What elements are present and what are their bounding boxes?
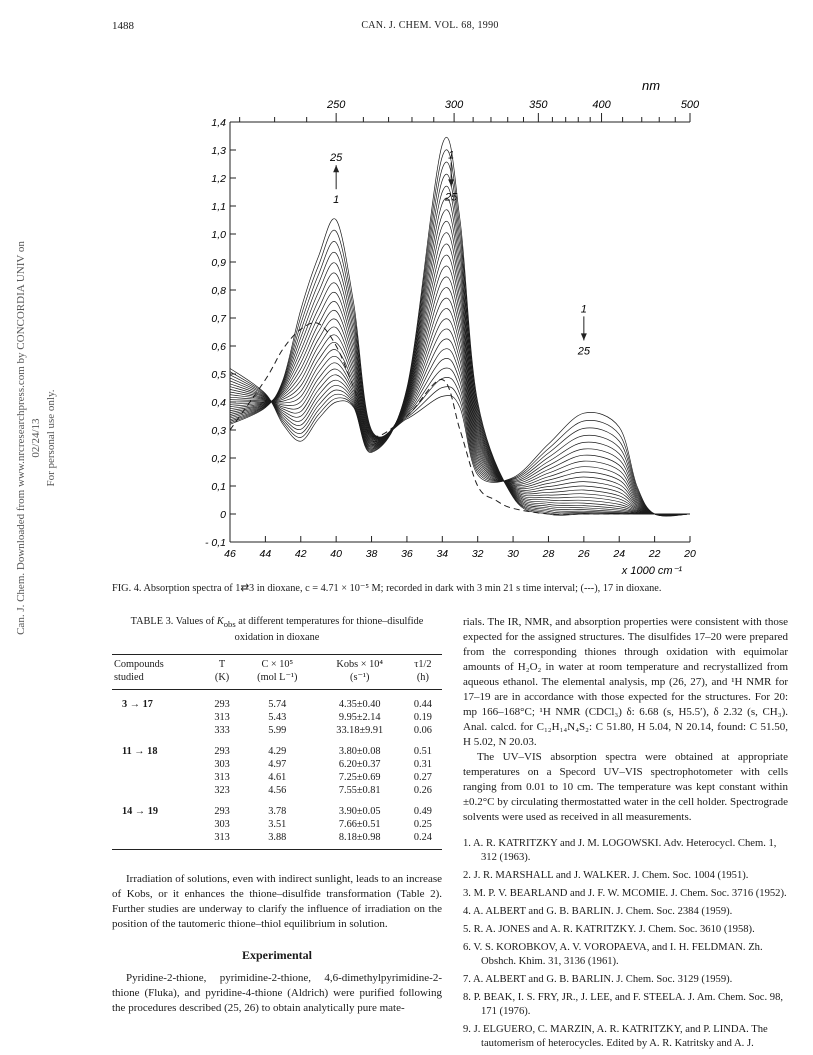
- table-row: [112, 737, 442, 758]
- y-tick-label: 1,1: [211, 201, 226, 213]
- x-tick-label: 32: [471, 548, 484, 560]
- table-row: [112, 831, 442, 850]
- x-tick-label: 20: [684, 548, 696, 560]
- annotation-top-label: 25: [330, 152, 343, 165]
- table-cell: 303: [214, 759, 230, 771]
- compound-cell: [112, 758, 205, 771]
- top-axis-unit: nm: [642, 78, 661, 93]
- y-tick-label: 1,4: [211, 117, 226, 129]
- top-tick-label: 400: [592, 99, 611, 111]
- x-tick-label: 40: [330, 548, 342, 560]
- y-tick-label: - 0,1: [204, 537, 226, 549]
- y-tick-label: 0,3: [211, 425, 226, 437]
- table-cell: 3.78: [268, 806, 287, 818]
- table-row: [112, 690, 442, 712]
- table-row: [112, 711, 442, 724]
- header-unit: (h): [416, 672, 429, 684]
- table-cell: 303: [214, 819, 230, 831]
- table-cell: 293: [214, 699, 230, 711]
- table-cell: 9.95±2.14: [338, 712, 381, 724]
- x-tick-label: 30: [507, 548, 519, 560]
- spectra-method-paragraph: The UV–VIS absorption spectra were obtained at appropriate temperatures on a Specord UV–VIS spectrophotometer with cells ranging from 0.01 to 10 cm. The temperature was kept constant within ±0.2°C by circulating thermostatted water in the cell holder. Spectrograde solvents were used as received in all measurements.: [463, 751, 788, 823]
- reference-item: 7. A. ALBERT and G. B. BARLIN. J. Chem. Soc. 3129 (1959).: [463, 974, 733, 985]
- figure-caption: FIG. 4. Absorption spectra of 1⇄3 in dioxane, c = 4.71 × 10⁻⁵ M; recorded in dark with 3 min 21 s time interval; (---), 17 in dioxane.: [112, 583, 662, 594]
- table-cell: 5.74: [268, 699, 287, 711]
- table-cell: 0.31: [413, 759, 432, 771]
- table-cell: 0.06: [413, 725, 432, 737]
- table-header-4: [404, 655, 442, 690]
- x-tick-label: 24: [613, 548, 626, 560]
- annotation-bottom-label: 25: [445, 191, 458, 204]
- table-cell: 0.24: [404, 831, 442, 850]
- table-row: [112, 818, 442, 831]
- table-cell: 3.51: [268, 819, 287, 831]
- table-cell: 323: [214, 785, 230, 797]
- absorption-spectra-chart: [185, 70, 715, 600]
- y-tick-label: 0,9: [211, 257, 226, 269]
- x-axis-unit: x 1000 cm⁻¹: [621, 565, 682, 577]
- table-cell: 5.43: [268, 712, 287, 724]
- compound-cell: [112, 771, 205, 784]
- table-cell: 0.19: [413, 712, 432, 724]
- right-column: [463, 615, 788, 1055]
- x-tick-label: 38: [365, 548, 378, 560]
- table-row: [112, 797, 442, 818]
- y-tick-label: 0,8: [211, 285, 226, 297]
- table-title: TABLE 3. Values of $K_{obs}$ at different temperatures for thione–disulfide oxidation in dioxane: [130, 616, 424, 644]
- top-tick-label: 300: [444, 99, 464, 111]
- arrow-down-icon: [581, 333, 587, 340]
- page-header: [0, 0, 813, 70]
- compound-cell: 3 → 17: [122, 699, 153, 711]
- y-tick-label: 0,2: [211, 453, 226, 465]
- table-cell: 0.49: [413, 806, 432, 818]
- table-cell: 0.51: [413, 746, 432, 758]
- table-cell: 4.35±0.40: [338, 699, 381, 711]
- table-cell: 0.27: [413, 772, 432, 784]
- reference-item: 5. R. A. JONES and A. R. KATRITZKY. J. Chem. Soc. 3610 (1958).: [463, 924, 755, 935]
- reference-item: 6. V. S. KOROBKOV, A. V. VOROPAEVA, and I. H. FELDMAN. Zh. Obshch. Khim. 31, 3136 (1961).: [463, 942, 763, 967]
- y-tick-label: 0,4: [211, 397, 226, 409]
- table-row: [112, 758, 442, 771]
- table-cell: 313: [205, 831, 239, 850]
- spectrum-curve: [230, 186, 690, 514]
- table-header-2: [239, 655, 316, 690]
- annotation-bottom-label: 1: [333, 194, 340, 207]
- x-tick-label: 42: [294, 548, 307, 560]
- header-unit: (mol L⁻¹): [257, 672, 298, 684]
- x-tick-label: 26: [578, 548, 590, 560]
- annotation-top-label: 1: [580, 303, 587, 316]
- compound-cell: [112, 831, 205, 850]
- reference-item: 4. A. ALBERT and G. B. BARLIN. J. Chem. Soc. 2384 (1959).: [463, 906, 733, 917]
- compound-cell: 14 → 19: [122, 806, 159, 818]
- spectrum-curve: [230, 137, 690, 515]
- reference-item: 8. P. BEAK, I. S. FRY, JR., J. LEE, and F. STEELA. J. Am. Chem. Soc. 98, 171 (1976).: [463, 992, 784, 1017]
- compound-cell: [112, 711, 205, 724]
- header-unit: (s⁻¹): [350, 672, 370, 684]
- header-unit: (K): [214, 672, 230, 684]
- top-tick-label: 350: [529, 99, 548, 111]
- absorption-spectra-figure: [185, 70, 715, 600]
- header-line: C × 10⁵: [261, 659, 294, 671]
- table-cell: 313: [214, 712, 230, 724]
- annotation-top-label: 1: [448, 149, 455, 162]
- table-row: [112, 724, 442, 737]
- compound-cell: 11 → 18: [122, 746, 158, 758]
- y-tick-label: 0,5: [211, 369, 226, 381]
- watermark-line-1: Can. J. Chem. Downloaded from www.nrcresearchpress.com by CONCORDIA UNIV on 02/24/13: [15, 241, 42, 635]
- reference-item: 9. J. ELGUERO, C. MARZIN, A. R. KATRITZKY, and P. LINDA. The tautomerism of heterocycles. Edited by A. R. Katritsky and A. J.: [463, 1024, 768, 1049]
- header-line: T: [218, 659, 226, 671]
- materials-paragraph: rials. The IR, NMR, and absorption properties were consistent with those expected for the assigned structures. The disulfides 17–20 were prepared from the corresponding thiones through oxidation with equimolar amounts of H₂O₂ in water at room temperature and recrystallized from aqueous ethanol. The elemental analysis, mp (26, 27), and ¹H NMR for 17–19 are in accordance with those expected for the structures. For 20: mp 166–168°C; ¹H NMR (CDCl₃) δ: 6.68 (s, H5.5′), δ 2.32 (s, CH₃). Anal. calcd. for C₁₂H₁₄N₄S₂: C 51.80, H 5.04, N 20.14, found: C 51.50, H 5.02, N 20.03.: [463, 616, 788, 748]
- table-cell: 5.99: [268, 725, 287, 737]
- table-header-1: [205, 655, 239, 690]
- table-cell: 4.61: [268, 772, 287, 784]
- download-watermark: [14, 238, 57, 638]
- reference-list: [463, 837, 788, 1051]
- table-cell: 7.55±0.81: [338, 785, 381, 797]
- table-cell: 0.26: [413, 785, 432, 797]
- table-cell: 8.18±0.98: [316, 831, 404, 850]
- table-cell: 0.44: [413, 699, 432, 711]
- table-cell: 7.66±0.51: [338, 819, 381, 831]
- table-cell: 4.56: [268, 785, 287, 797]
- page-number: 1488: [112, 20, 134, 32]
- reference-item: 3. M. P. V. BEARLAND and J. F. W. MCOMIE. J. Chem. Soc. 3716 (1952).: [463, 888, 787, 899]
- x-tick-label: 36: [401, 548, 413, 560]
- y-tick-label: 1,2: [211, 173, 226, 185]
- table-row: [112, 784, 442, 797]
- table-cell: 333: [214, 725, 230, 737]
- top-tick-label: 250: [326, 99, 346, 111]
- y-tick-label: 0,1: [211, 481, 226, 493]
- compound-cell: [112, 784, 205, 797]
- table-cell: 3.90±0.05: [338, 806, 381, 818]
- kobs-table: [112, 654, 442, 850]
- left-column: [112, 615, 442, 1016]
- y-tick-label: 0: [220, 509, 226, 521]
- experimental-paragraph: Pyridine-2-thione, pyrimidine-2-thione, 4,6-dimethylpyrimidine-2-thione (Fluka), and pyridine-4-thione (Aldrich) were purified following the procedures described (25, 26) to obtain analytically pure mate-: [112, 972, 442, 1015]
- spectrum-curve: [230, 244, 690, 514]
- irradiation-paragraph: Irradiation of solutions, even with indirect sunlight, leads to an increase of Kobs, or it enhances the thione–disulfide transformation (Table 2). Further studies are underway to clarify the influence of irradiation on the position of the tautomeric thione–thiol equilibrium in solution.: [112, 873, 442, 931]
- y-tick-label: 1,3: [211, 145, 226, 157]
- arrow-up-icon: [333, 165, 339, 172]
- header-line: Compounds: [114, 659, 164, 671]
- y-tick-label: 0,7: [211, 313, 226, 325]
- header-line: Kobs × 10⁴: [336, 659, 384, 671]
- running-head: CAN. J. CHEM. VOL. 68, 1990: [361, 20, 499, 31]
- reference-item: 2. J. R. MARSHALL and J. WALKER. J. Chem. Soc. 1004 (1951).: [463, 870, 749, 881]
- spectrum-curve: [230, 174, 690, 514]
- experimental-heading: Experimental: [242, 948, 312, 963]
- reference-item: 1. A. R. KATRITZKY and J. M. LOGOWSKI. Adv. Heterocycl. Chem. 1, 312 (1963).: [463, 838, 777, 863]
- table-cell: 3.80±0.08: [338, 746, 381, 758]
- compound-cell: [112, 818, 205, 831]
- table-cell: 6.20±0.37: [338, 759, 381, 771]
- table-cell: 3.88: [239, 831, 316, 850]
- y-tick-label: 0,6: [211, 341, 226, 353]
- x-tick-label: 46: [224, 548, 236, 560]
- table-header-row: [112, 655, 442, 690]
- table-cell: 0.25: [413, 819, 432, 831]
- x-tick-label: 34: [436, 548, 449, 560]
- watermark-line-2: For personal use only.: [45, 389, 57, 487]
- table-cell: 293: [214, 746, 230, 758]
- compound-cell: [112, 724, 205, 737]
- table-cell: 293: [214, 806, 230, 818]
- table-cell: 313: [214, 772, 230, 784]
- x-tick-label: 28: [542, 548, 555, 560]
- header-line: τ1/2: [414, 659, 432, 671]
- x-tick-label: 22: [648, 548, 661, 560]
- table-header-3: [316, 655, 404, 690]
- table-cell: 4.97: [268, 759, 287, 771]
- annotation-bottom-label: 25: [577, 345, 590, 358]
- header-unit: studied: [114, 672, 144, 684]
- top-tick-label: 500: [680, 99, 700, 111]
- x-tick-label: 44: [259, 548, 272, 560]
- table-header-0: [112, 655, 205, 690]
- table-cell: 4.29: [268, 746, 287, 758]
- table-row: [112, 771, 442, 784]
- y-tick-label: 1,0: [211, 229, 226, 241]
- spectrum-curve: [230, 255, 690, 514]
- table-cell: 7.25±0.69: [338, 772, 381, 784]
- table-cell: 33.18±9.91: [336, 725, 384, 737]
